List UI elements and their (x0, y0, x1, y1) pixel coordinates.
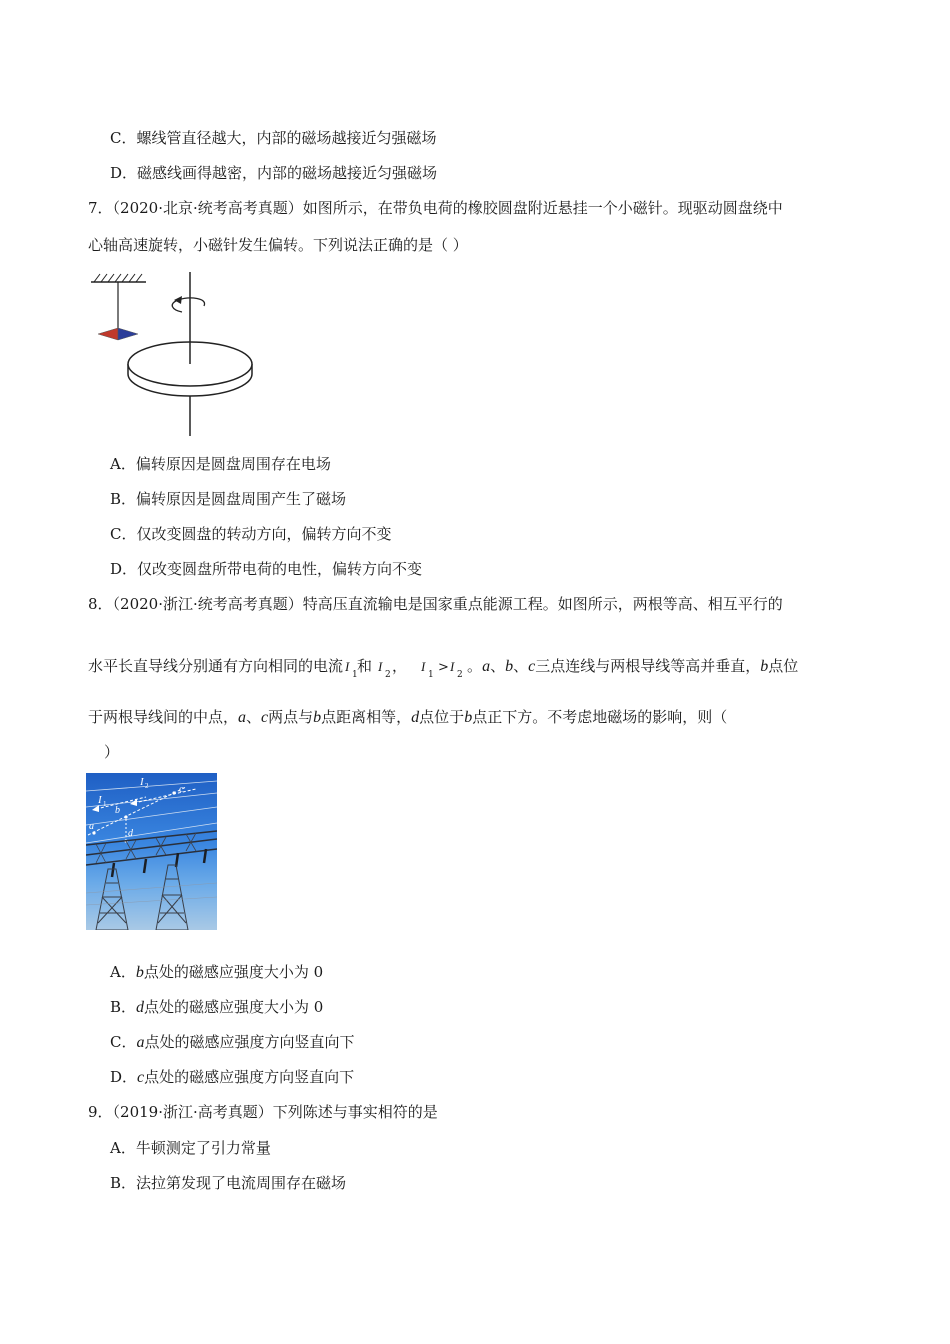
q7-stem-line1: 7．（2020·北京·统考高考真题）如图所示，在带负电荷的橡胶圆盘附近悬挂一个小磁针。现驱动圆盘绕中 (88, 199, 783, 217)
rotating-disk-figure (86, 268, 266, 440)
q8-option-c: C．a点处的磁感应强度方向竖直向下 (110, 1033, 355, 1051)
photo-label-i2-sub: 2 (145, 782, 149, 790)
magnet-needle (98, 328, 138, 340)
q8-text: 水平长直导线分别通有方向相同的电流 (88, 657, 344, 675)
q8-stem-line3: 于两根导线间的中点，a、c两点与b点距离相等，d点位于b点正下方。不考虑地磁场的影响，则（ (88, 708, 728, 726)
photo-label-i1-sub: 1 (103, 800, 107, 808)
q7-option-a: A．偏转原因是圆盘周围存在电场 (110, 455, 331, 473)
photo-label-b: b (115, 805, 120, 816)
q6-option-d: D．磁感线画得越密，内部的磁场越接近匀强磁场 (110, 164, 438, 182)
q8-option-b: B．d点处的磁感应强度大小为 0 (110, 998, 324, 1016)
q7-option-d: D．仅改变圆盘所带电荷的电性，偏转方向不变 (110, 560, 423, 578)
q8-stem-line4: ） (104, 743, 120, 761)
photo-label-c: c (179, 784, 184, 795)
power-line-photo (86, 773, 217, 930)
q9-option-b: B．法拉第发现了电流周围存在磁场 (110, 1174, 347, 1192)
q8-text: ， (392, 657, 408, 675)
q8-option-a: A．b点处的磁感应强度大小为 0 (110, 963, 324, 981)
q8-text: 和 (357, 657, 373, 675)
q8-stem-line1: 8．（2020·浙江·统考高考真题）特高压直流输电是国家重点能源工程。如图所示，两根等高、相互平行的 (88, 595, 783, 613)
q8-option-d: D．c点处的磁感应强度方向竖直向下 (110, 1068, 355, 1086)
q6-option-c: C．螺线管直径越大，内部的磁场越接近匀强磁场 (110, 129, 437, 147)
photo-label-i1: I (98, 794, 102, 806)
q9-option-a: A．牛顿测定了引力常量 (110, 1139, 271, 1157)
photo-label-d: d (128, 828, 133, 839)
q9-stem: 9．（2019·浙江·高考真题）下列陈述与事实相符的是 (88, 1103, 438, 1121)
q8-stem-line2: 水平长直导线分别通有方向相同的电流 I 1 和 I 2 ， I 1 > I 2 。a、b、c三点连线与两根导线等高并垂直，b点位 (88, 657, 799, 680)
q7-option-c: C．仅改变圆盘的转动方向，偏转方向不变 (110, 525, 392, 543)
photo-label-a: a (89, 821, 94, 832)
q7-option-b: B．偏转原因是圆盘周围产生了磁场 (110, 490, 347, 508)
q7-stem-line2: 心轴高速旋转，小磁针发生偏转。下列说法正确的是（ ） (88, 236, 468, 254)
photo-label-i2: I (140, 776, 144, 788)
